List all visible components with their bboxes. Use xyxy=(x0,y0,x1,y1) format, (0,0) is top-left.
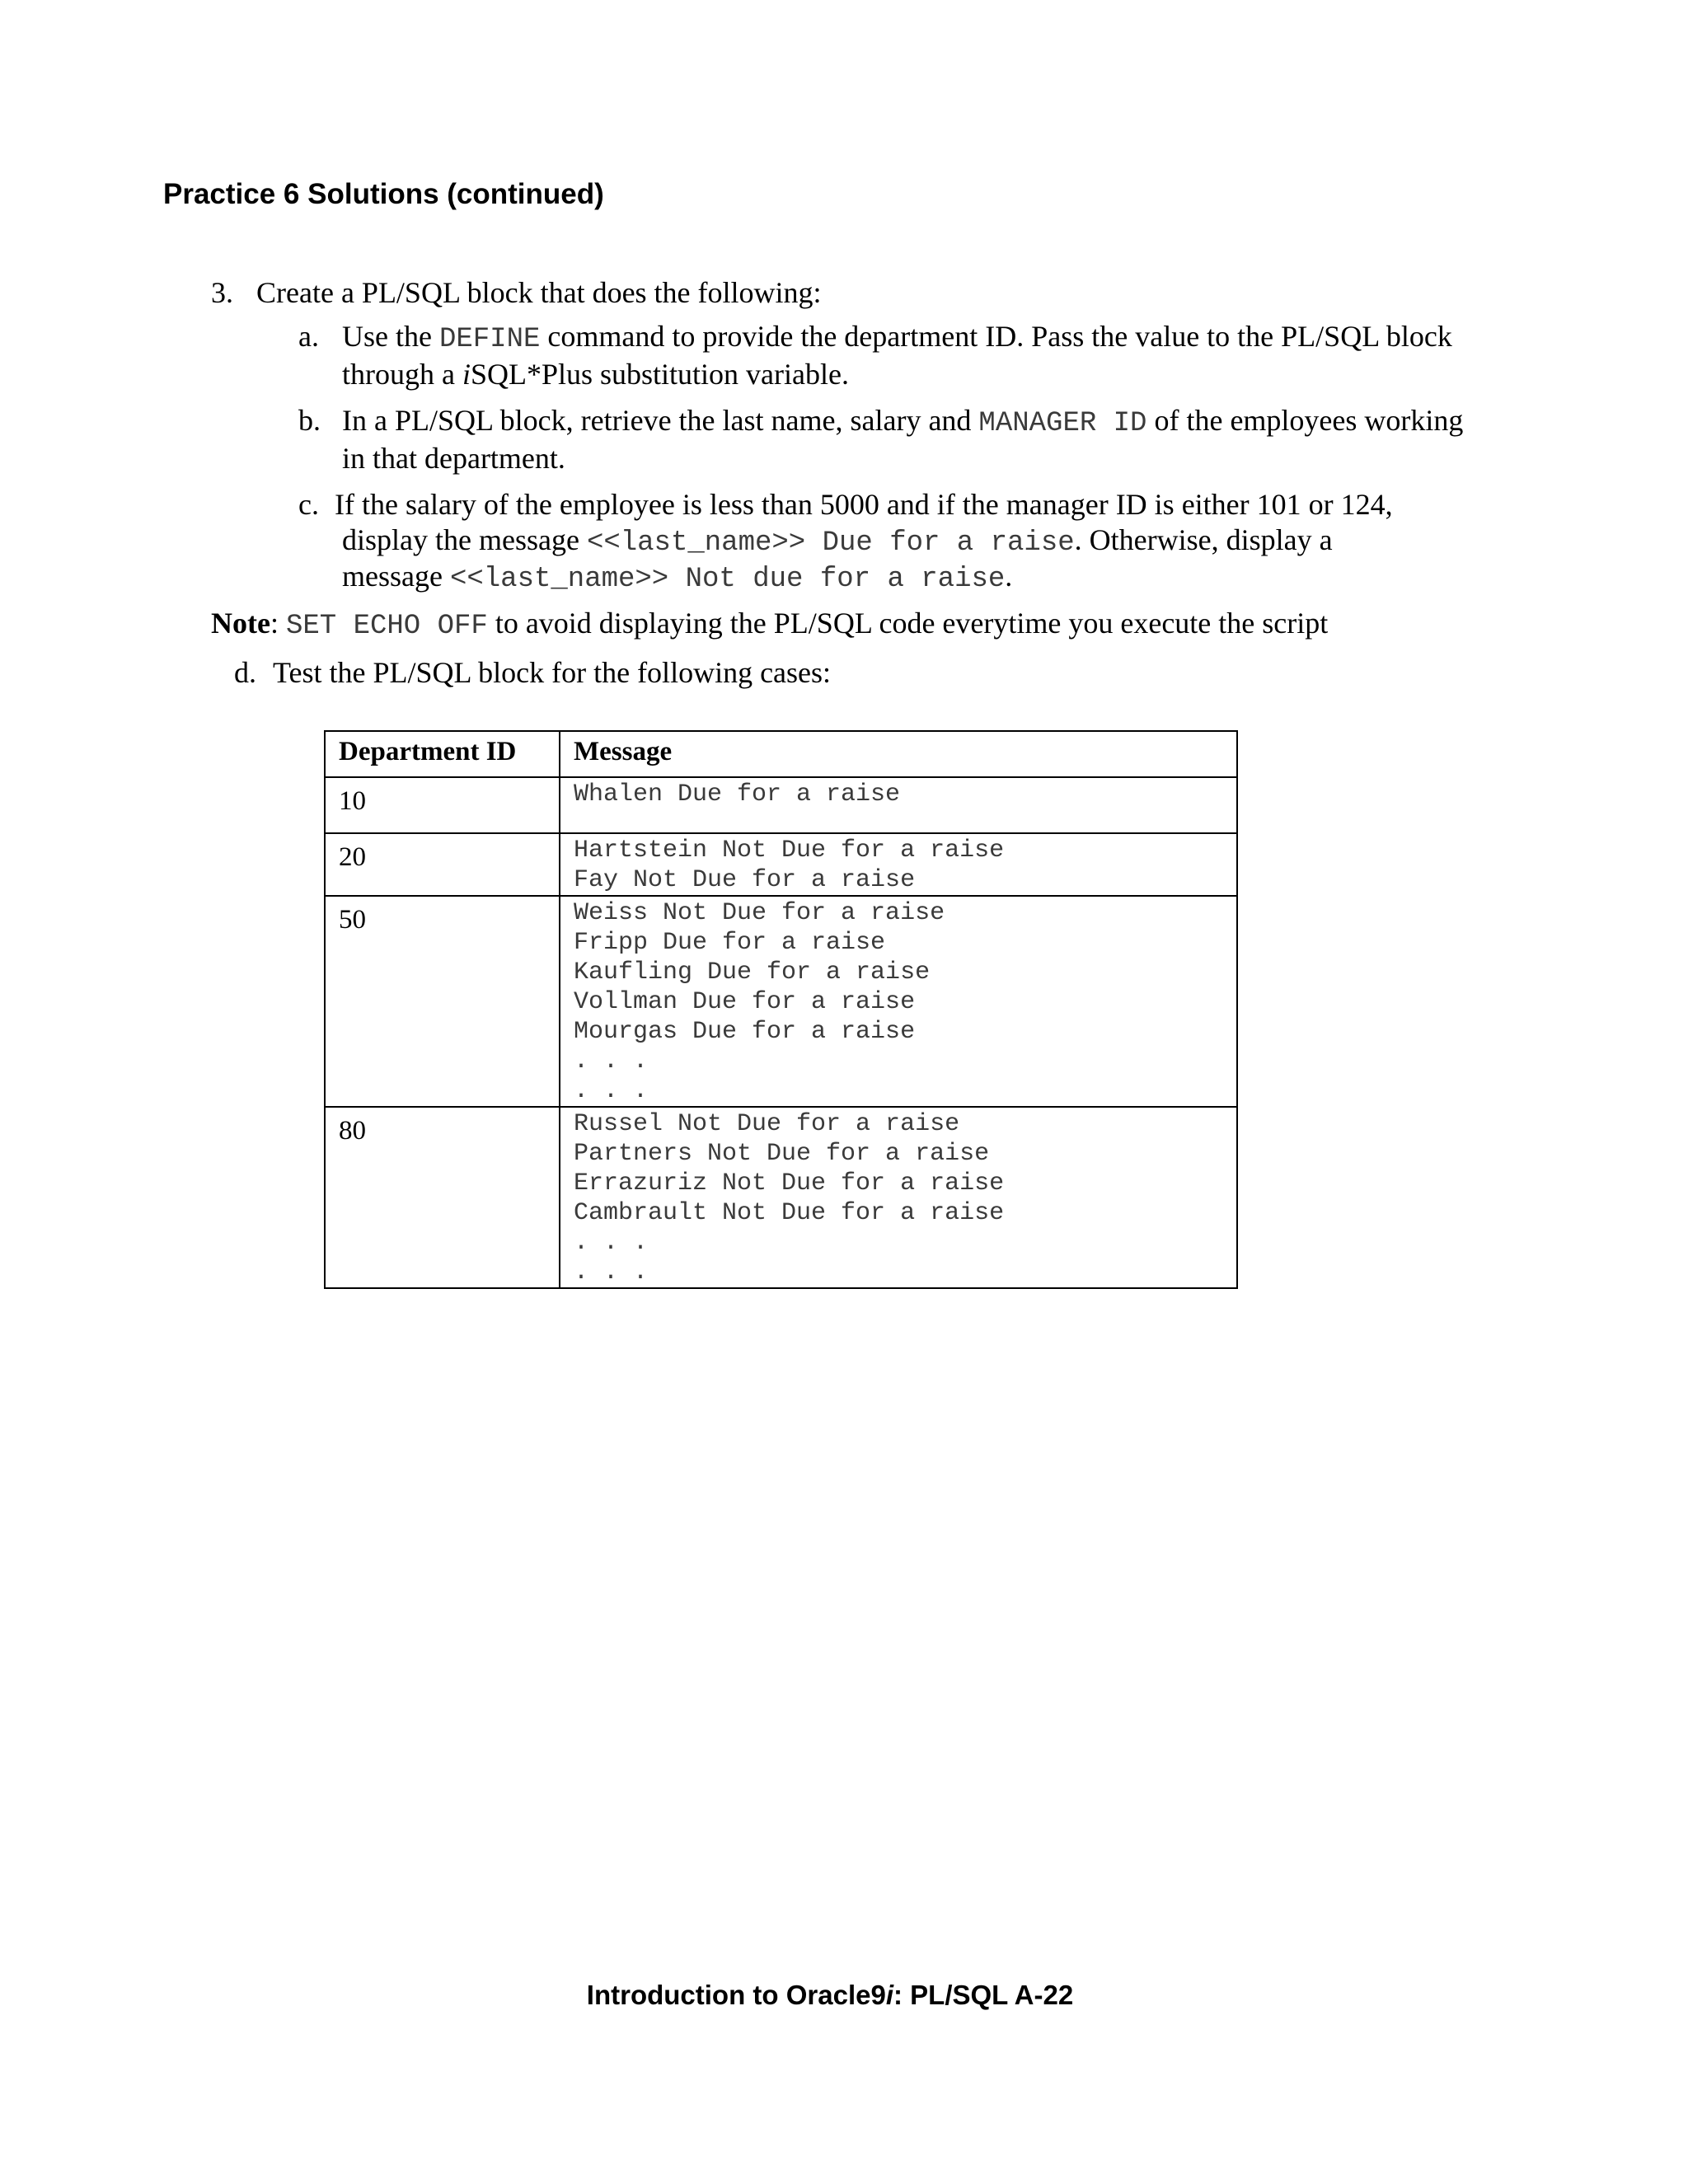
ellipsis-line: . . . xyxy=(574,1258,649,1286)
item-b-line-1: In a PL/SQL block, retrieve the last name, salary and MANAGER ID of the employees working xyxy=(342,404,1464,439)
message-line: Weiss Not Due for a raise xyxy=(574,899,945,927)
item-c-line-3: message <<last_name>> Not due for a raise. xyxy=(342,560,1013,595)
message-cell xyxy=(560,896,1237,1107)
message-line: Mourgas Due for a raise xyxy=(574,1018,916,1046)
manager-id-code: MANAGER ID xyxy=(978,408,1147,439)
item-d-marker: d. xyxy=(234,656,256,689)
message-line: Fay Not Due for a raise xyxy=(574,866,916,894)
message-line: Whalen Due for a raise xyxy=(574,780,901,808)
step-3-number: 3. xyxy=(211,276,233,309)
message-line: Cambrault Not Due for a raise xyxy=(574,1199,1005,1227)
item-c-marker: c. xyxy=(298,488,319,521)
item-c-line-1: If the salary of the employee is less than 5000 and if the manager ID is either 101 or 124, xyxy=(335,488,1393,521)
message-line: Fripp Due for a raise xyxy=(574,929,886,957)
note-line: Note: SET ECHO OFF to avoid displaying the PL/SQL code everytime you execute the script xyxy=(211,607,1329,642)
message-line: Errazuriz Not Due for a raise xyxy=(574,1169,1005,1197)
message-line: Partners Not Due for a raise xyxy=(574,1140,990,1168)
message-line: Russel Not Due for a raise xyxy=(574,1110,960,1138)
page-footer: Introduction to Oracle9i: PL/SQL A-22 xyxy=(586,1980,1074,2010)
define-code: DEFINE xyxy=(438,324,541,355)
table-row xyxy=(325,833,1237,896)
item-a-line-1: Use the DEFINE command to provide the department ID. Pass the value to the PL/SQL block xyxy=(342,320,1452,355)
ellipsis-line: . . . xyxy=(574,1047,649,1076)
message-cell xyxy=(560,833,1237,896)
table-row xyxy=(325,777,1237,833)
item-b-line-2: in that department. xyxy=(342,442,565,475)
item-c-line-2: display the message <<last_name>> Due for a raise. Otherwise, display a xyxy=(342,523,1333,559)
department-id-cell: 80 xyxy=(325,1107,560,1288)
department-id-header: Department ID xyxy=(325,731,560,777)
message-header: Message xyxy=(560,731,1237,777)
table-row xyxy=(325,896,1237,1107)
item-b-marker: b. xyxy=(298,404,321,437)
department-id-cell: 10 xyxy=(325,777,560,833)
set-echo-off-code: SET ECHO OFF xyxy=(285,611,488,642)
note-label: Note xyxy=(211,607,270,640)
item-a-marker: a. xyxy=(298,320,319,353)
message-line: Hartstein Not Due for a raise xyxy=(574,837,1005,865)
item-a-line-2: through a iSQL*Plus substitution variable. xyxy=(342,358,849,391)
department-id-cell: 20 xyxy=(325,833,560,896)
ellipsis-line: . . . xyxy=(574,1229,649,1257)
department-id-cell: 50 xyxy=(325,896,560,1107)
not-due-message-code: <<last_name>> Not due for a raise xyxy=(449,564,1006,595)
message-cell xyxy=(560,777,1237,833)
test-cases-table xyxy=(324,730,1238,1289)
message-line: Kaufling Due for a raise xyxy=(574,958,931,987)
message-cell xyxy=(560,1107,1237,1288)
table-header-row xyxy=(325,731,1237,777)
table-row xyxy=(325,1107,1237,1288)
step-3-text: Create a PL/SQL block that does the following: xyxy=(256,276,822,309)
page-heading: Practice 6 Solutions (continued) xyxy=(163,178,604,210)
item-d-text: Test the PL/SQL block for the following cases: xyxy=(273,656,832,689)
message-line: Vollman Due for a raise xyxy=(574,988,916,1016)
ellipsis-line: . . . xyxy=(574,1077,649,1105)
due-message-code: <<last_name>> Due for a raise xyxy=(586,527,1075,559)
